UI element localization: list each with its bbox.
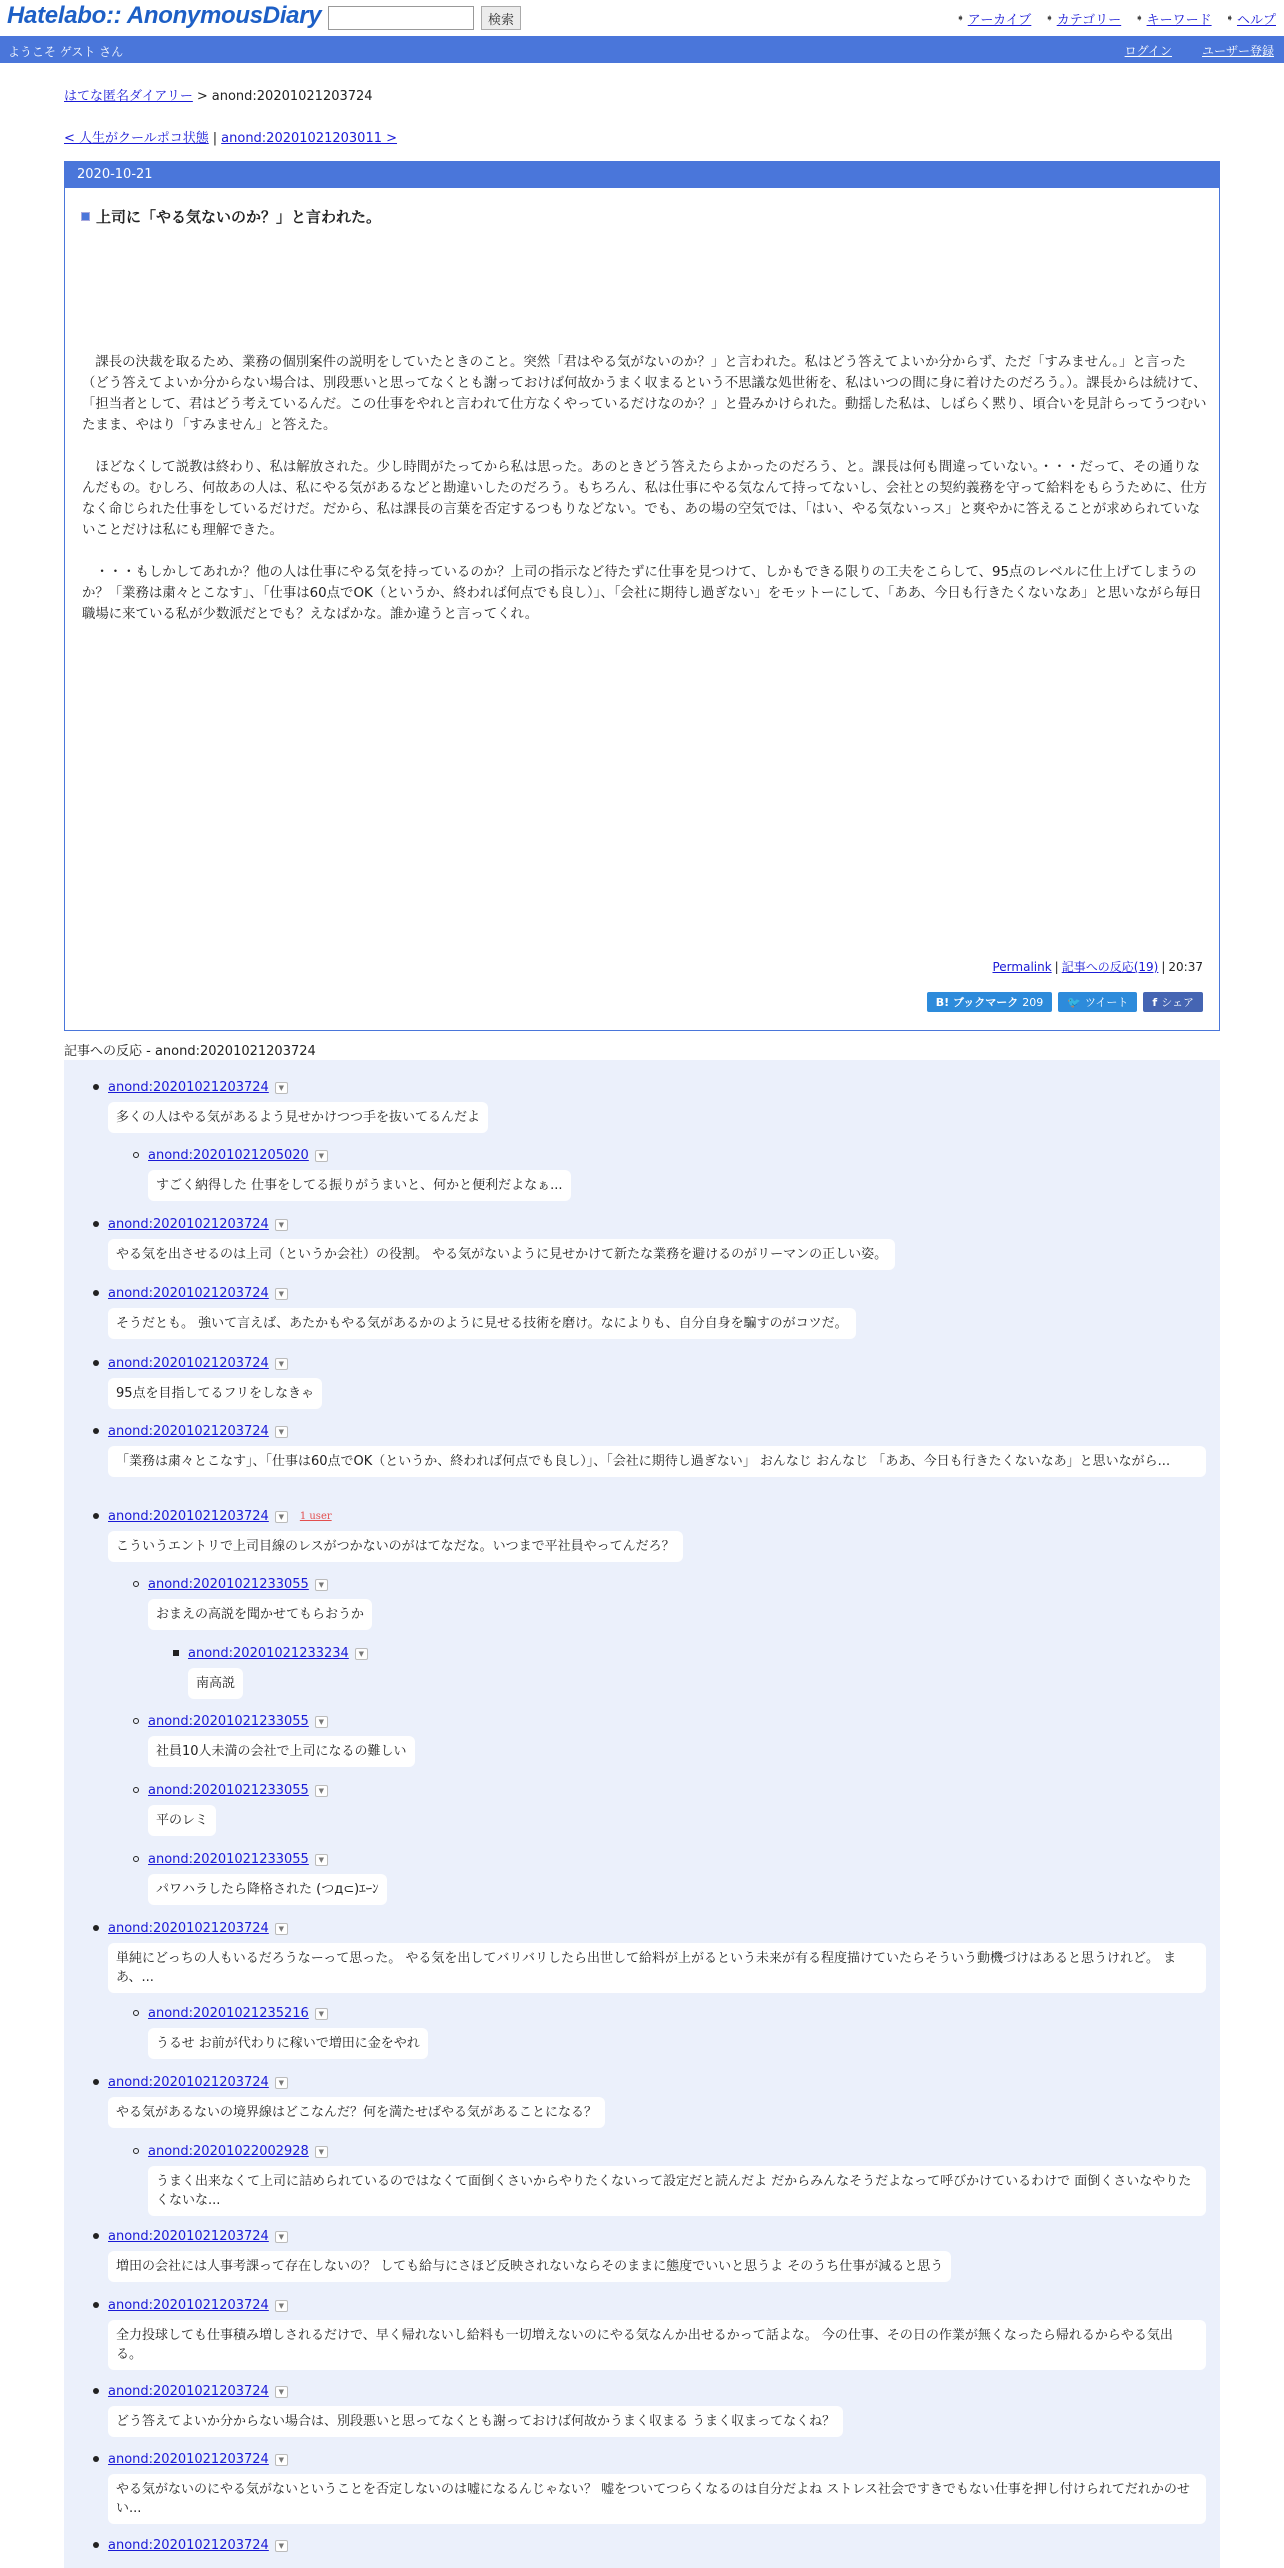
reaction-excerpt: 社員10人未満の会社で上司になるの難しい <box>148 1736 415 1767</box>
chevron-down-icon[interactable]: ▼ <box>275 2077 288 2089</box>
reaction-excerpt: 「業務は粛々とこなす」、「仕事は60点でOK（というか、終われば何点でも良し）」、「会社に期待し過ぎない」 おんなじ おんなじ 「ああ、今日も行きたくないなあ」と思いながら... <box>108 1446 1206 1477</box>
chevron-down-icon[interactable]: ▼ <box>275 2300 288 2312</box>
reaction-id-link[interactable]: anond:20201021203724 <box>108 1921 269 1936</box>
list-bullet <box>93 1925 99 1931</box>
chevron-down-icon[interactable]: ▼ <box>315 2146 328 2158</box>
reaction-item <box>108 1286 1206 1339</box>
chevron-down-icon[interactable]: ▼ <box>275 2540 288 2552</box>
list-bullet <box>93 1428 99 1434</box>
entry-time: 20:37 <box>1168 960 1203 974</box>
reaction-header <box>108 1080 1206 1095</box>
chevron-down-icon[interactable]: ▼ <box>275 1358 288 1370</box>
reaction-header <box>108 2229 1206 2244</box>
reaction-header <box>108 2538 1206 2553</box>
reaction-id-link[interactable]: anond:20201021203724 <box>108 2384 269 2399</box>
entry-date: 2020-10-21 <box>77 167 153 182</box>
reaction-excerpt: どう答えてよいか分からない場合は、別段悪いと思ってなくとも謝っておけば何故かうまく収まる うまく収まってなくね？ <box>108 2406 843 2437</box>
list-bullet <box>133 1581 139 1587</box>
chevron-down-icon[interactable]: ▼ <box>275 1923 288 1935</box>
reaction-header <box>108 2075 1206 2090</box>
reaction-header <box>108 1356 1206 1371</box>
register-link[interactable]: ユーザー登録 <box>1201 44 1274 58</box>
chevron-down-icon[interactable]: ▼ <box>315 1785 328 1797</box>
reaction-id-link[interactable]: anond:20201021233055 <box>148 1577 309 1592</box>
reaction-excerpt: すごく納得した 仕事をしてる振りがうまいと、何かと便利だよなぁ... <box>148 1170 571 1201</box>
reaction-excerpt: おまえの高説を聞かせてもらおうか <box>148 1599 372 1630</box>
reaction-item <box>108 2538 1206 2553</box>
list-bullet <box>93 2388 99 2394</box>
list-bullet <box>93 2302 99 2308</box>
reaction-header <box>148 1577 1206 1592</box>
list-bullet <box>93 2456 99 2462</box>
reaction-item <box>148 1577 1206 1630</box>
reactions-list <box>64 1060 1220 2568</box>
entry-title <box>81 206 381 227</box>
tweet-button[interactable] <box>1058 992 1137 1012</box>
welcome-bar <box>0 36 1284 63</box>
chevron-down-icon[interactable]: ▼ <box>315 1854 328 1866</box>
reaction-item <box>108 1356 1206 1409</box>
top-nav <box>956 9 1276 28</box>
bookmark-count: 209 <box>1022 995 1044 1009</box>
reaction-id-link[interactable]: anond:20201021203724 <box>108 2229 269 2244</box>
reaction-item <box>108 2298 1206 2370</box>
entry-paragraph: ・・・もしかしてあれか？他の人は仕事にやる気を持っているのか？上司の指示など待たずに仕事を見つけて、しかもできる限りの工夫をこらして、95点のレベルに仕上げてしまうのか？「業務は粛々とこなす」、「仕事は60点でOK（というか、終われば何点でも良し）」、「会社に期待し過ぎない」をモットーにして、「ああ、今日も行きたくないなあ」と思いながら毎日職場に来ている私が少数派だとでも？えなばかな。誰か違うと言ってくれ。 <box>82 565 1202 622</box>
reaction-id-link[interactable]: anond:20201022002928 <box>148 2144 309 2159</box>
reaction-item <box>108 2229 1206 2282</box>
reaction-excerpt: そうだとも。 強いて言えば、あたかもやる気があるかのように見せる技術を磨け。なによりも、自分自身を騙すのがコツだ。 <box>108 1308 856 1339</box>
login-link[interactable]: ログイン <box>1124 44 1172 58</box>
reaction-id-link[interactable]: anond:20201021203724 <box>108 1424 269 1439</box>
reaction-header <box>148 2144 1206 2159</box>
chevron-down-icon[interactable]: ▼ <box>275 2454 288 2466</box>
reaction-header <box>108 1424 1206 1439</box>
reaction-excerpt: 95点を目指してるフリをしなきゃ <box>108 1378 322 1409</box>
arrow-icon: ➧ <box>1045 13 1054 24</box>
reaction-excerpt: 平のレミ <box>148 1805 216 1836</box>
reaction-header <box>148 1148 1206 1163</box>
reaction-header <box>108 2452 1206 2467</box>
hatena-bookmark-button[interactable] <box>927 992 1052 1012</box>
reaction-excerpt: うまく出来なくて上司に詰められているのではなくて面倒くさいからやりたくないって設定だと読んだよ だからみんなそうだよなって呼びかけているわけで 面倒くさいなやりたくないな... <box>148 2166 1206 2216</box>
reaction-excerpt: 増田の会社には人事考課って存在しないの？ しても給与にさほど反映されないならそのままに態度でいいと思うよ そのうち仕事が減ると思う <box>108 2251 951 2282</box>
reaction-header <box>108 1921 1206 1936</box>
reaction-item <box>148 1783 1206 1836</box>
chevron-down-icon[interactable]: ▼ <box>275 2386 288 2398</box>
reaction-id-link[interactable]: anond:20201021233234 <box>188 1646 349 1661</box>
next-entry-link[interactable]: anond:20201021203011 > <box>221 131 398 146</box>
chevron-down-icon[interactable]: ▼ <box>275 1288 288 1300</box>
reaction-item <box>108 1509 1206 1562</box>
twitter-bird-icon: 🐦 <box>1067 995 1081 1009</box>
breadcrumb-current: anond:20201021203724 <box>211 89 373 104</box>
reaction-excerpt: やる気があるないの境界線はどこなんだ？何を満たせばやる気があることになる？ <box>108 2097 605 2128</box>
reaction-header <box>188 1646 1206 1661</box>
chevron-down-icon[interactable]: ▼ <box>315 1579 328 1591</box>
reaction-id-link[interactable]: anond:20201021203724 <box>108 1286 269 1301</box>
reaction-item <box>148 2144 1206 2216</box>
search-input[interactable] <box>328 6 474 30</box>
reaction-id-link[interactable]: anond:20201021203724 <box>108 2298 269 2313</box>
nav-link-help[interactable]: ヘルプ <box>1236 13 1276 28</box>
chevron-down-icon[interactable]: ▼ <box>275 1426 288 1438</box>
arrow-icon: ➧ <box>1135 13 1144 24</box>
arrow-icon: ➧ <box>1225 13 1234 24</box>
nav-item-keyword[interactable] <box>1135 9 1211 28</box>
permalink-link[interactable]: Permalink <box>992 960 1052 974</box>
bookmark-label: B! ブックマーク <box>935 996 1019 1009</box>
list-bullet <box>173 1650 179 1656</box>
top-bar <box>0 0 1284 36</box>
footer-separator: | <box>1054 960 1059 974</box>
reaction-header <box>148 1714 1206 1729</box>
reaction-id-link[interactable]: anond:20201021203724 <box>108 1509 269 1524</box>
reaction-id-link[interactable]: anond:20201021203724 <box>108 2452 269 2467</box>
bookmark-users-badge[interactable]: 1 user <box>299 1511 332 1522</box>
reaction-item <box>188 1646 1206 1699</box>
nav-item-category[interactable] <box>1045 9 1121 28</box>
reaction-id-link[interactable]: anond:20201021203724 <box>108 2538 269 2553</box>
facebook-share-button[interactable] <box>1143 992 1203 1012</box>
search-button[interactable]: 検索 <box>481 6 521 30</box>
reaction-item <box>148 1714 1206 1767</box>
facebook-label: シェア <box>1161 996 1194 1009</box>
reaction-item <box>108 1217 1206 1270</box>
reaction-id-link[interactable]: anond:20201021205020 <box>148 1148 309 1163</box>
reaction-header <box>148 1852 1206 1867</box>
arrow-icon: ➧ <box>956 13 965 24</box>
list-bullet <box>93 2079 99 2085</box>
reaction-excerpt: うるせ お前が代わりに稼いで増田に金をやれ <box>148 2028 428 2059</box>
reaction-id-link[interactable]: anond:20201021203724 <box>108 2075 269 2090</box>
reaction-id-link[interactable]: anond:20201021203724 <box>108 1080 269 1095</box>
reaction-item <box>108 1424 1206 1477</box>
nav-link-category[interactable]: カテゴリー <box>1056 13 1122 28</box>
reaction-item <box>148 1148 1206 1201</box>
list-bullet <box>93 1360 99 1366</box>
entry-date-header <box>65 162 1219 188</box>
pager-separator: | <box>212 131 218 146</box>
list-bullet <box>133 2010 139 2016</box>
reaction-id-link[interactable]: anond:20201021233055 <box>148 1852 309 1867</box>
entry-footer <box>992 958 1203 975</box>
list-bullet <box>93 2542 99 2548</box>
share-buttons <box>927 992 1203 1012</box>
reaction-item <box>148 2006 1206 2059</box>
reaction-excerpt: 単純にどっちの人もいるだろうなーって思った。 やる気を出してバリバリしたら出世して給料が上がるという未来が有る程度描けていたらそういう動機づけはあると思うけれど。 まあ、... <box>108 1943 1206 1993</box>
entry-box <box>64 161 1220 1031</box>
chevron-down-icon[interactable]: ▼ <box>355 1648 368 1660</box>
chevron-down-icon[interactable]: ▼ <box>315 1716 328 1728</box>
reaction-excerpt: こういうエントリで上司目線のレスがつかないのがはてなだな。いつまで平社員やってんだろ？ <box>108 1531 683 1562</box>
reactions-count-link[interactable]: 記事への反応(19) <box>1061 960 1159 974</box>
reaction-id-link[interactable]: anond:20201021233055 <box>148 1783 309 1798</box>
reaction-id-link[interactable]: anond:20201021235216 <box>148 2006 309 2021</box>
reaction-excerpt: やる気がないのにやる気がないということを否定しないのは嘘になるんじゃない？ 嘘をついてつらくなるのは自分だよね ストレス社会ですきでもない仕事を押し付けられてだれかのせい... <box>108 2474 1206 2524</box>
list-bullet <box>93 2233 99 2239</box>
reaction-item <box>108 2075 1206 2128</box>
footer-separator: | <box>1161 960 1166 974</box>
reaction-id-link[interactable]: anond:20201021233055 <box>148 1714 309 1729</box>
site-logo[interactable]: Hatelabo:: AnonymousDiary <box>7 2 322 29</box>
nav-link-keyword[interactable]: キーワード <box>1146 13 1212 28</box>
entry-pager <box>64 127 397 146</box>
entry-anchor-icon[interactable] <box>81 212 90 221</box>
reaction-header <box>108 2384 1206 2399</box>
reaction-id-link[interactable]: anond:20201021203724 <box>108 1217 269 1232</box>
list-bullet <box>133 2148 139 2154</box>
breadcrumb <box>64 85 373 104</box>
reaction-item <box>108 1921 1206 1993</box>
welcome-text: ようこそ ゲスト さん <box>8 45 124 59</box>
reaction-excerpt: 多くの人はやる気があるよう見せかけつつ手を抜いてるんだよ <box>108 1102 488 1133</box>
list-bullet <box>93 1513 99 1519</box>
reaction-header <box>148 2006 1206 2021</box>
chevron-down-icon[interactable]: ▼ <box>275 2231 288 2243</box>
list-bullet <box>93 1084 99 1090</box>
reaction-item <box>108 2384 1206 2437</box>
nav-link-archive[interactable]: アーカイブ <box>967 13 1032 28</box>
list-bullet <box>133 1152 139 1158</box>
reaction-header <box>108 2298 1206 2313</box>
reaction-id-link[interactable]: anond:20201021203724 <box>108 1356 269 1371</box>
tweet-label: ツイート <box>1084 996 1129 1009</box>
chevron-down-icon[interactable]: ▼ <box>275 1219 288 1231</box>
chevron-down-icon[interactable]: ▼ <box>275 1511 288 1523</box>
chevron-down-icon[interactable]: ▼ <box>315 1150 328 1162</box>
breadcrumb-home-link[interactable]: はてな匿名ダイアリー <box>64 89 193 104</box>
list-bullet <box>133 1718 139 1724</box>
nav-item-archive[interactable] <box>956 9 1031 28</box>
reaction-excerpt: パワハラしたら降格された (つд⊂)ｴｰﾝ <box>148 1874 387 1905</box>
chevron-down-icon[interactable]: ▼ <box>315 2008 328 2020</box>
list-bullet <box>133 1856 139 1862</box>
reaction-header <box>108 1217 1206 1232</box>
reaction-excerpt: 全力投球しても仕事積み増しされるだけで、早く帰れないし給料も一切増えないのにやる気なんか出せるかって話よな。 今の仕事、その日の作業が無くなったら帰れるからやる気出る。 <box>108 2320 1206 2370</box>
entry-title-text: 上司に「やる気ないのか？」と言われた。 <box>96 208 382 226</box>
reaction-item <box>108 1080 1206 1133</box>
reaction-header <box>148 1783 1206 1798</box>
reaction-header <box>108 1286 1206 1301</box>
facebook-icon: f <box>1152 995 1158 1009</box>
reaction-header <box>108 1509 1206 1524</box>
reactions-header: 記事への反応 - anond:20201021203724 <box>64 1040 1220 1063</box>
prev-entry-link[interactable]: < 人生がクールポコ状態 <box>64 131 209 146</box>
reaction-item <box>148 1852 1206 1905</box>
entry-paragraph: 課長の決裁を取るため、業務の個別案件の説明をしていたときのこと。突然「君はやる気がないのか？」と言われた。私はどう答えてよいか分からず、ただ「すみません。」と言った（どう答えてよいか分からない場合は、別段悪いと思ってなくとも謝っておけば何故かうまく収まるという不思議な処世術を、私はいつの間に身に着けたのだろう。）。課長からは続けて、「担当者として、君はどう考えているんだ。この仕事をやれと言われて仕方なくやっているだけなのか？」と畳みかけられた。動揺した私は、しばらく黙り、頃合いを見計らってうつむいたまま、やはり「すみません」と答えた。 <box>82 355 1207 433</box>
reaction-excerpt: 南高説 <box>188 1668 243 1699</box>
breadcrumb-separator: > <box>196 89 208 104</box>
list-bullet <box>93 1290 99 1296</box>
chevron-down-icon[interactable]: ▼ <box>275 1082 288 1094</box>
list-bullet <box>93 1221 99 1227</box>
reaction-item <box>108 2452 1206 2524</box>
nav-item-help[interactable] <box>1226 9 1276 28</box>
list-bullet <box>133 1787 139 1793</box>
entry-paragraph: ほどなくして説教は終わり、私は解放された。少し時間がたってから私は思った。あのときどう答えたらよかったのだろう、と。課長は何も間違っていない。・・・だって、その通りなんだもの。むしろ、何故あの人は、私にやる気があるなどと勘違いしたのだろう。もちろん、私は仕事にやる気なんて持ってないし、会社との契約義務を守って給料をもらうために、仕方なく命じられた仕事をしているだけだ。だから、私は課長の言葉を否定するつもりなどない。でも、あの場の空気では、「はい、やる気ないっス」と爽やかに答えることが求められていないことだけは私にも理解できた。 <box>82 460 1208 538</box>
entry-body <box>82 352 1208 646</box>
reaction-excerpt: やる気を出させるのは上司（というか会社）の役割。 やる気がないように見せかけて新たな業務を避けるのがリーマンの正しい姿。 <box>108 1239 895 1270</box>
